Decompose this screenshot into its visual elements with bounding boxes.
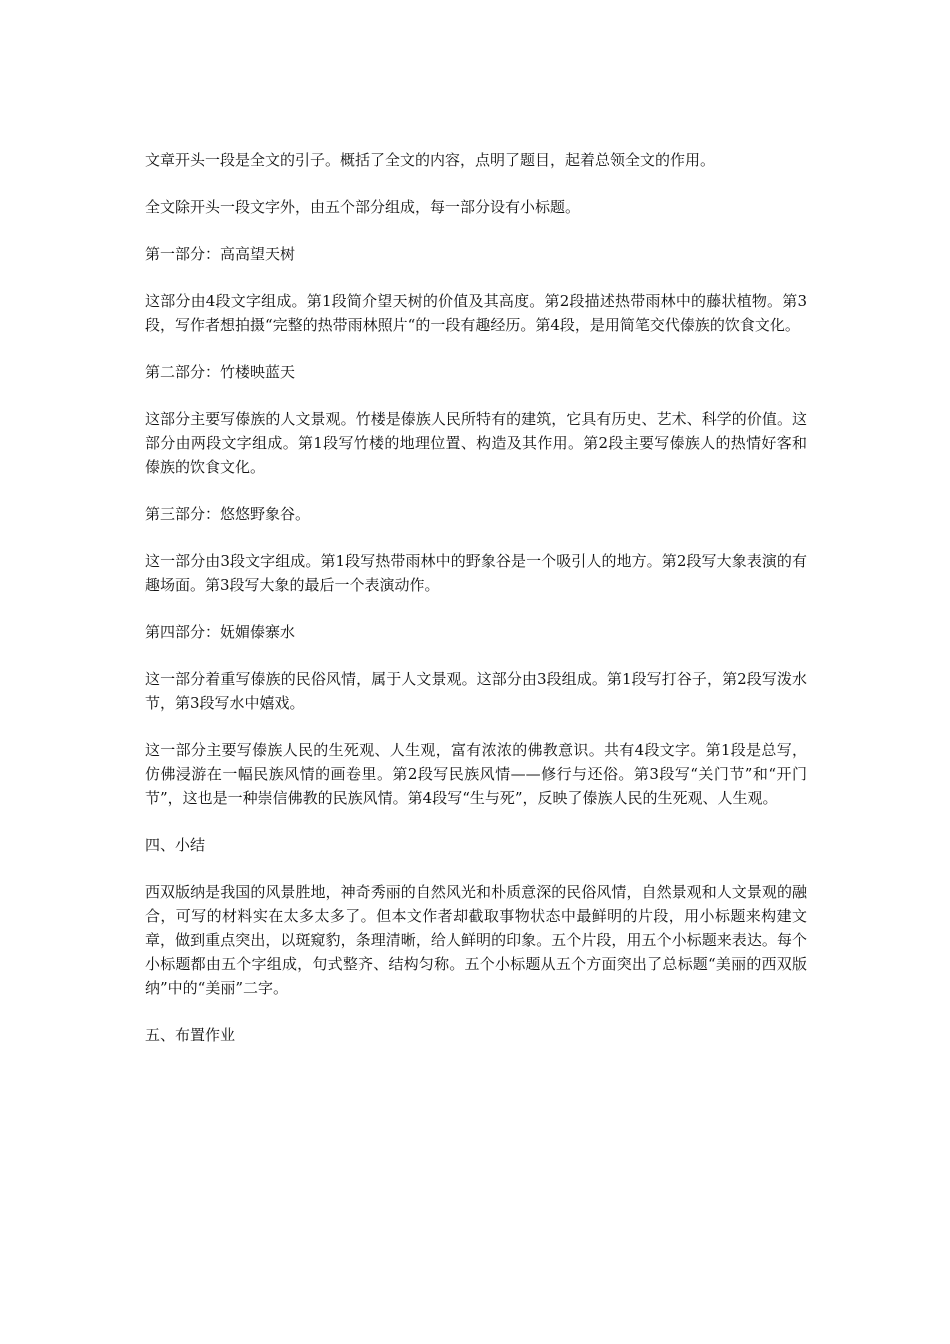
intro-paragraph: 文章开头一段是全文的引子。概括了全文的内容，点明了题目，起着总领全文的作用。 bbox=[145, 151, 716, 169]
part-two-paragraph: 这部分主要写傣族的人文景观。竹楼是傣族人民所特有的建筑，它具有历史、艺术、科学的价值。这部分由两段文字组成。第1段写竹楼的地理位置、构造及其作用。第2段主要写傣族人的热情好客和傣族的饮食文化。 bbox=[145, 410, 807, 476]
document-page bbox=[145, 148, 807, 1070]
summary-paragraph: 西双版纳是我国的风景胜地，神奇秀丽的自然风光和朴质意深的民俗风情，自然景观和人文景观的融合，可写的材料实在太多太多了。但本文作者却截取事物状态中最鲜明的片段，用小标题来构建文章，做到重点突出，以斑窥豹，条理清晰，给人鲜明的印象。五个片段，用五个小标题来表达。每个小标题都由五个字组成，句式整齐、结构匀称。五个小标题从五个方面突出了总标题“美丽的西双版纳”中的“美丽”二字。 bbox=[145, 883, 807, 997]
part-one-paragraph: 这部分由4段文字组成。第1段简介望天树的价值及其高度。第2段描述热带雨林中的藤状植物。第3段，写作者想拍摄“完整的热带雨林照片“的一段有趣经历。第4段，是用简笔交代傣族的饮食文化。 bbox=[145, 292, 807, 334]
part-four-paragraph: 这一部分着重写傣族的民俗风情，属于人文景观。这部分由3段组成。第1段写打谷子，第2段写泼水节，第3段写水中嬉戏。 bbox=[145, 670, 807, 712]
part-three-paragraph: 这一部分由3段文字组成。第1段写热带雨林中的野象谷是一个吸引人的地方。第2段写大象表演的有趣场面。第3段写大象的最后一个表演动作。 bbox=[145, 552, 807, 594]
homework-heading: 五、布置作业 bbox=[145, 1026, 236, 1044]
part-one-heading: 第一部分：高高望天树 bbox=[145, 245, 296, 263]
part-two-heading: 第二部分：竹楼映蓝天 bbox=[145, 363, 296, 381]
part-three-heading: 第三部分：悠悠野象谷。 bbox=[145, 505, 311, 523]
part-four-heading: 第四部分：妩媚傣寨水 bbox=[145, 623, 296, 641]
summary-heading: 四、小结 bbox=[145, 836, 206, 854]
structure-paragraph: 全文除开头一段文字外，由五个部分组成，每一部分设有小标题。 bbox=[145, 198, 581, 216]
part-five-paragraph: 这一部分主要写傣族人民的生死观、人生观，富有浓浓的佛教意识。共有4段文字。第1段是总写，仿佛浸游在一幅民族风情的画卷里。第2段写民族风情——修行与还俗。第3段写“关门节”和“开门节”，这也是一种崇信佛教的民族风情。第4段写“生与死”，反映了傣族人民的生死观、人生观。 bbox=[145, 741, 807, 807]
